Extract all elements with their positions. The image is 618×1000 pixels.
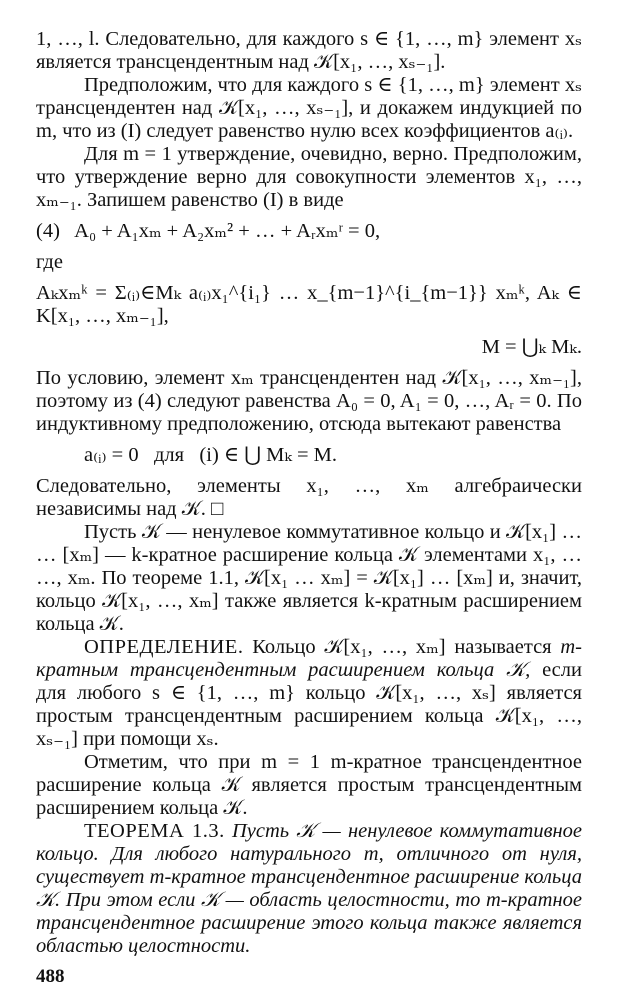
- theorem-text: Пусть 𝒦 — ненулевое коммутативное кольцо. Для любого натурального m, отличного от нуля, существует m-кратное трансцендентное расширение кольца 𝒦. При этом если 𝒦 — область целостности, то m-кратное трансцендентное расширение этого кольца также является областью целостности.: [36, 820, 582, 957]
- equation-ak: Aₖxₘᵏ = Σ₍ᵢ₎∈Mₖ a₍ᵢ₎x₁^{i₁} … x_{m−1}^{i_{m−1}} xₘᵏ, Aₖ ∈ K[x₁, …, xₘ₋₁],: [36, 282, 582, 327]
- equation-m-union: M = ⋃ₖ Mₖ.: [481, 336, 582, 358]
- definition-text-2: если для любого s ∈ {1, …, m} кольцо 𝒦[x₁, …, xₛ] является простым трансцендентным расширением кольца 𝒦[x₁, …, xₛ₋₁] при помощи xₛ.: [36, 659, 582, 750]
- paragraph-conclusion: Следовательно, элементы x₁, …, xₘ алгебраически независимы над 𝒦. □: [36, 475, 582, 520]
- where-label: где: [36, 251, 63, 273]
- definition-label: ОПРЕДЕЛЕНИЕ.: [84, 636, 244, 658]
- page-number: 488: [36, 966, 65, 987]
- definition-text-1: Кольцо 𝒦[x₁, …, xₘ] называется: [243, 636, 561, 658]
- equation-4: (4) A₀ + A₁xₘ + A₂xₘ² + … + Aᵣxₘʳ = 0,: [36, 220, 381, 242]
- theorem-block: [36, 820, 582, 958]
- paragraph-ring-extension: Пусть 𝒦 — ненулевое коммутативное кольцо и 𝒦[x₁] … … [xₘ] — k-кратное расширение кольца 𝒦 элементами x₁, … …, xₘ. По теореме 1.1, 𝒦[x₁ … xₘ] = 𝒦[x₁] … [xₘ] и, значит, кольцо 𝒦[x₁, …, xₘ] также является k-кратным расширением кольца 𝒦.: [36, 521, 582, 635]
- definition-term: m-кратным трансцендентным расширением кольца 𝒦,: [36, 636, 582, 681]
- paragraph-base-case: Для m = 1 утверждение, очевидно, верно. Предположим, что утверждение верно для совокупности элементов x₁, …, xₘ₋₁. Запишем равенство (I) в виде: [36, 143, 582, 211]
- paragraph-transcendence-claim: 1, …, l. Следовательно, для каждого s ∈ {1, …, m} элемент xₛ является трансцендентным над 𝒦[x₁, …, xₛ₋₁].: [36, 28, 582, 73]
- equation-coefficients-zero: a₍ᵢ₎ = 0 для (i) ∈ ⋃ Mₖ = M.: [84, 444, 338, 466]
- paragraph-induction-assumption: Предположим, что для каждого s ∈ {1, …, m} элемент xₛ трансцендентен над 𝒦[x₁, …, xₛ₋₁], и докажем индукцией по m, что из (I) следует равенство нулю всех коэффициентов a₍ᵢ₎.: [36, 74, 582, 142]
- book-page: [36, 28, 582, 958]
- paragraph-note: Отметим, что при m = 1 m-кратное трансцендентное расширение кольца 𝒦 является простым трансцендентным расширением кольца 𝒦.: [36, 751, 582, 819]
- theorem-label: ТЕОРЕМА 1.3.: [84, 820, 225, 842]
- paragraph-condition: По условию, элемент xₘ трансцендентен над 𝒦[x₁, …, xₘ₋₁], поэтому из (4) следуют равенства A₀ = 0, A₁ = 0, …, Aᵣ = 0. По индуктивному предположению, отсюда вытекают равенства: [36, 367, 582, 435]
- definition-block: [36, 636, 582, 751]
